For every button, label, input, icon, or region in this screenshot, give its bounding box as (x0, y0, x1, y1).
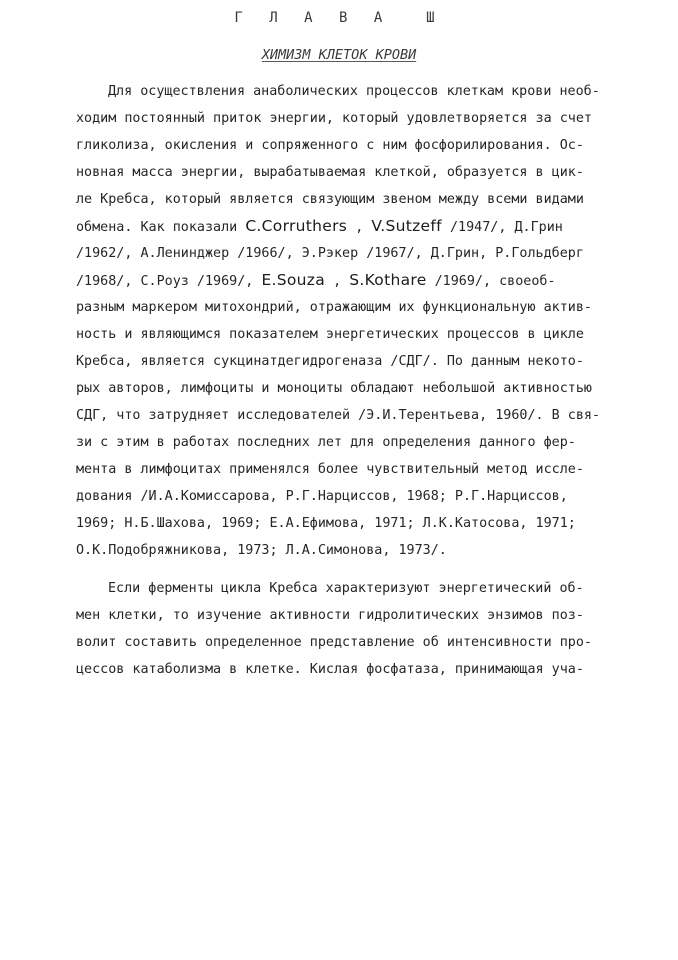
handwritten-name: E.Souza (261, 271, 326, 289)
text-line (76, 159, 628, 186)
text-segment: цессов катаболизма в клетке. Кислая фосфатаза, принимающая уча- (76, 662, 584, 677)
text-line (76, 132, 628, 159)
text-segment: разным маркером митохондрий, отражающим их функциональную актив- (76, 300, 592, 315)
text-line (108, 575, 628, 602)
handwritten-name: C.Corruthers (245, 217, 348, 235)
text-segment: ность и являющимся показателем энергетических процессов в цикле (76, 327, 584, 342)
text-segment: /1968/, С.Роуз /1969/, (76, 274, 262, 289)
handwritten-name: S.Kothare (349, 271, 427, 289)
text-line (76, 510, 628, 537)
text-line (76, 267, 628, 294)
text-segment: рых авторов, лимфоциты и моноциты обладают небольшой активностью (76, 381, 592, 396)
chapter-title: ХИМИЗМ КЛЕТОК КРОВИ (261, 47, 417, 63)
text-line (76, 629, 628, 656)
text-line (76, 105, 628, 132)
text-segment: /1962/, А.Ленинджер /1966/, Э.Рэкер /1967/, Д.Грин, Р.Гольдберг (76, 246, 584, 261)
text-segment: гликолиза, окисления и сопряженного с ним фосфорилирования. Ос- (76, 138, 584, 153)
text-segment: дования /И.А.Комиссарова, Р.Г.Нарциссов, 1968; Р.Г.Нарциссов, (76, 489, 568, 504)
document-body (76, 78, 628, 683)
text-segment: обмена. Как показали (76, 220, 246, 235)
text-segment: ходим постоянный приток энергии, который удовлетворяется за счет (76, 111, 592, 126)
text-line (76, 348, 628, 375)
text-segment: волит составить определенное представление об интенсивности про- (76, 635, 592, 650)
text-segment: , (347, 220, 372, 235)
text-segment: СДГ, что затрудняет исследователей /Э.И.Терентьева, 1960/. В свя- (76, 408, 601, 423)
text-line (108, 78, 628, 105)
text-segment: мента в лимфоцитах применялся более чувствительный метод иссле- (76, 462, 584, 477)
text-line (76, 402, 628, 429)
text-segment: ле Кребса, который является связующим звеном между всеми видами (76, 192, 584, 207)
text-line (76, 602, 628, 629)
text-segment: мен клетки, то изучение активности гидролитических энзимов поз- (76, 608, 584, 623)
text-line (76, 213, 628, 240)
text-segment: зи с этим в работах последних лет для определения данного фер- (76, 435, 576, 450)
text-segment: 1969; Н.Б.Шахова, 1969; Е.А.Ефимова, 1971; Л.К.Катосова, 1971; (76, 516, 576, 531)
handwritten-name: V.Sutzeff (371, 217, 442, 235)
text-line (76, 456, 628, 483)
text-segment: Кребса, является сукцинатдегидрогеназа /СДГ/. По данным некото- (76, 354, 584, 369)
text-segment: /1947/, Д.Грин (441, 220, 563, 235)
text-line (76, 483, 628, 510)
text-line (76, 537, 628, 564)
text-segment: Для осуществления анаболических процессов клеткам крови необ- (108, 84, 600, 99)
text-line (76, 186, 628, 213)
paragraph (76, 78, 628, 564)
text-segment: О.К.Подобряжникова, 1973; Л.А.Симонова, 1973/. (76, 543, 447, 558)
text-line (76, 656, 628, 683)
text-line (76, 294, 628, 321)
paragraph (76, 575, 628, 683)
text-line (76, 375, 628, 402)
chapter-heading: Г Л А В А Ш (234, 10, 444, 26)
text-segment: новная масса энергии, вырабатываемая клеткой, образуется в цик- (76, 165, 584, 180)
text-segment: , (325, 274, 350, 289)
text-segment: Если ферменты цикла Кребса характеризуют энергетический об- (108, 581, 584, 596)
text-segment: /1969/, своеоб- (426, 274, 556, 289)
text-line (76, 240, 628, 267)
text-line (76, 429, 628, 456)
text-line (76, 321, 628, 348)
